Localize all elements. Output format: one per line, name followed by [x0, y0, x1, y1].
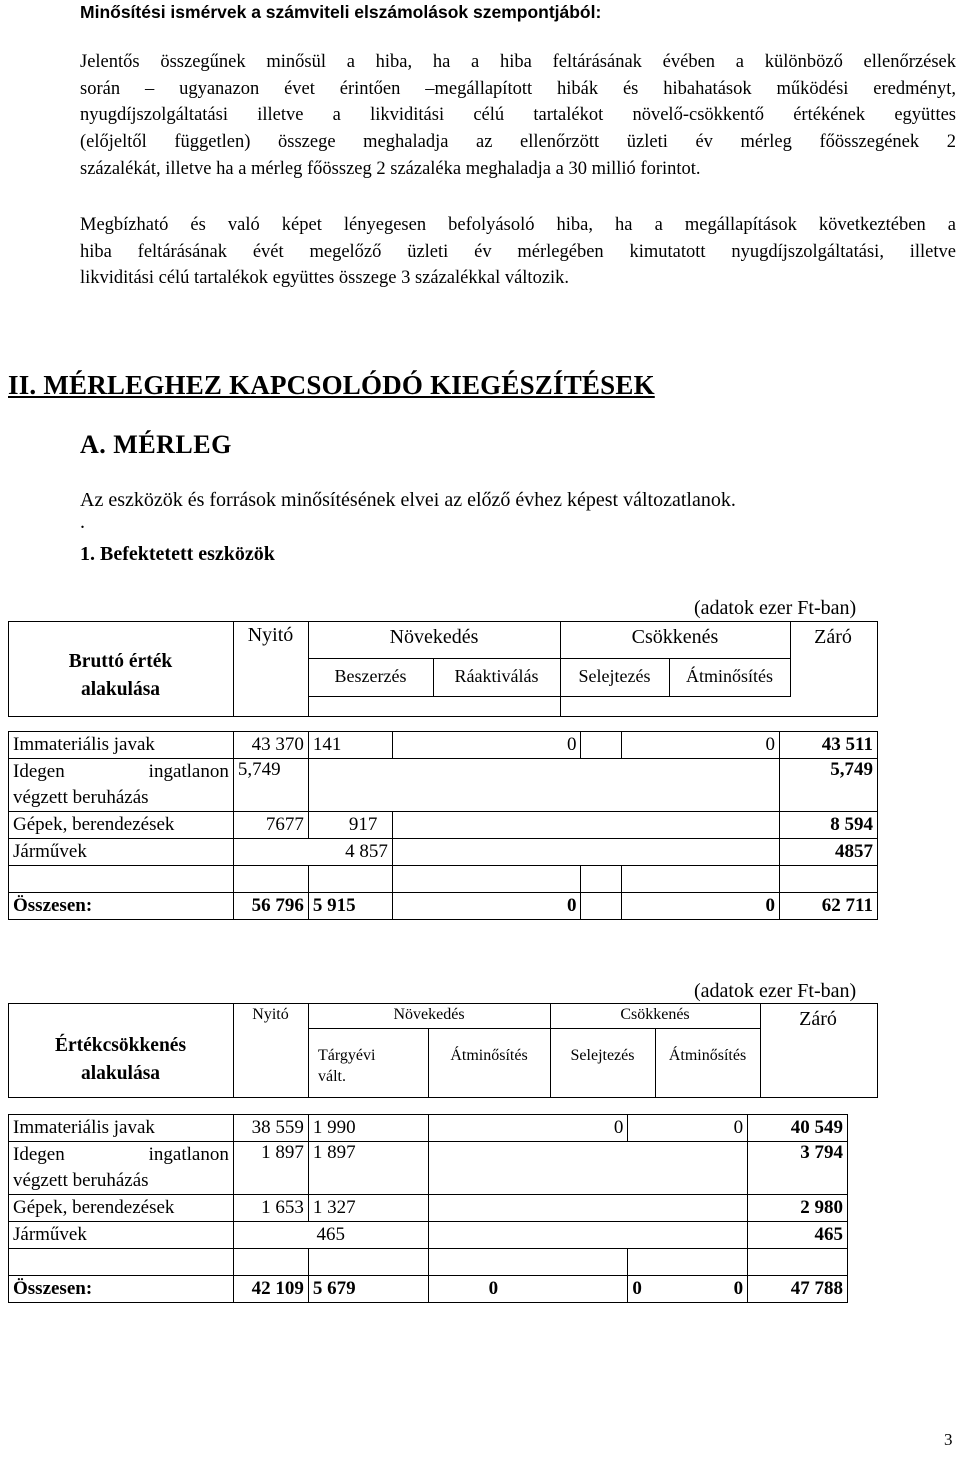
- total-row: [9, 1276, 848, 1303]
- col-reclassification: Átminősítés: [685, 666, 773, 686]
- cell-decrease: 0: [392, 732, 581, 759]
- col-opening: Nyitó: [252, 1006, 289, 1023]
- depreciation-table-header: [8, 1003, 878, 1098]
- section-title: II. MÉRLEGHEZ KAPCSOLÓDÓ KIEGÉSZÍTÉSEK: [8, 370, 655, 400]
- cell-decrease: 0: [428, 1115, 628, 1142]
- cell-increase: 141: [308, 732, 392, 759]
- col-closing: Záró: [814, 626, 852, 648]
- cell-closing: 5,749: [780, 759, 878, 812]
- criteria-heading: Minősítési ismérvek a számviteli elszámolások szempontjából:: [80, 2, 602, 22]
- cell-opening: 38 559: [233, 1115, 308, 1142]
- gross-value-table-header: [8, 621, 878, 717]
- table-row: [9, 1115, 848, 1142]
- cell-increase: 465: [233, 1222, 428, 1249]
- table-row: [9, 759, 878, 812]
- cell-increase: 1 990: [308, 1115, 428, 1142]
- total-label: Összesen:: [9, 893, 234, 920]
- depreciation-title: Értékcsökkenés alakulása: [54, 1035, 187, 1084]
- paragraph-line: során – ugyanazon évet érintően –megállapított hibák és hibahatások működési eredményt,: [80, 78, 956, 99]
- total-row: [9, 893, 878, 920]
- col-reclassification: Átminősítés: [668, 1047, 747, 1064]
- col-scrapping: Selejtezés: [570, 1047, 635, 1064]
- total-reclassification: 0: [428, 1276, 628, 1303]
- paragraph-line: likviditási célú tartalékok együttes összege 3 százalékkal változik.: [80, 268, 570, 289]
- total-opening: 56 796: [233, 893, 308, 920]
- total-closing: 47 788: [748, 1276, 848, 1303]
- row-label: Járművek: [9, 839, 234, 866]
- cell-opening: 7677: [233, 812, 308, 839]
- total-decrease: 0 0: [628, 1276, 748, 1303]
- cell-opening: 5,749: [233, 759, 308, 812]
- spacer-row: [9, 1249, 848, 1276]
- total-increase: 5 679: [308, 1276, 428, 1303]
- table-row: [9, 1195, 848, 1222]
- cell-decrease: 0: [622, 732, 780, 759]
- cell-closing: 465: [748, 1222, 848, 1249]
- intro-text: Az eszközök és források minősítésének elvei az előző évhez képest változatlanok.: [80, 489, 736, 511]
- row-label: Immateriális javak: [9, 732, 234, 759]
- total-increase: 5 915: [308, 893, 392, 920]
- dot-text: .: [80, 511, 85, 533]
- unit-note: (adatok ezer Ft-ban): [694, 597, 857, 619]
- cell-increase: 917: [308, 812, 392, 839]
- total-closing: 62 711: [780, 893, 878, 920]
- col-decrease: Csökkenés: [631, 626, 719, 648]
- fixed-assets-heading: 1. Befektetett eszközök: [80, 543, 275, 565]
- cell-increase: 1 897: [308, 1142, 428, 1195]
- paragraph-line: hiba feltárásának évét megelőző üzleti év mérlegében kimutatott nyugdíjszolgáltatási, illetve: [80, 241, 956, 262]
- depreciation-table: [8, 1114, 848, 1303]
- cell-closing: 3 794: [748, 1142, 848, 1195]
- cell-decrease: 0: [628, 1115, 748, 1142]
- cell-closing: 4857: [780, 839, 878, 866]
- total-decrease: 0: [622, 893, 780, 920]
- paragraph-line: Megbízható és való képet lényegesen befolyásoló hiba, ha a megállapítások következtében a: [80, 215, 956, 235]
- col-reclassification: Átminősítés: [450, 1047, 528, 1064]
- col-decrease: Csökkenés: [620, 1006, 690, 1023]
- row-label: Immateriális javak: [9, 1115, 234, 1142]
- table-row: [9, 1142, 848, 1195]
- cell-closing: 40 549: [748, 1115, 848, 1142]
- cell-closing: 8 594: [780, 812, 878, 839]
- col-current-year: Tárgyévi vált.: [318, 1047, 376, 1085]
- row-label: Idegen ingatlanon végzett beruházás: [9, 1142, 234, 1195]
- col-reactivation: Ráaktiválás: [454, 666, 539, 686]
- cell-closing: 43 511: [780, 732, 878, 759]
- cell-opening: 1 897: [233, 1142, 308, 1195]
- table-row: [9, 812, 878, 839]
- paragraph-line: százalékát, illetve ha a mérleg főösszeg 2 százaléka meghaladja a 30 millió forintot.: [80, 158, 701, 179]
- col-opening: Nyitó: [247, 624, 294, 646]
- paragraph-line: Jelentős összegűnek minősül a hiba, ha a hiba feltárásának évében a különböző ellenőrzések: [80, 52, 956, 72]
- row-label: Járművek: [9, 1222, 234, 1249]
- paragraph-line: (előjeltől független) összege meghaladja az ellenőrzött üzleti év mérleg főösszegének 2: [80, 132, 956, 153]
- col-increase: Növekedés: [389, 626, 479, 648]
- materiality-paragraph: [80, 49, 956, 183]
- row-label: Gépek, berendezések: [9, 1195, 234, 1222]
- cell-increase: 1 327: [308, 1195, 428, 1222]
- col-purchase: Beszerzés: [334, 666, 407, 686]
- cell-increase: 4 857: [233, 839, 392, 866]
- col-scrapping: Selejtezés: [578, 666, 651, 686]
- cell-opening: 43 370: [233, 732, 308, 759]
- unit-note: (adatok ezer Ft-ban): [694, 980, 857, 1002]
- row-label: Gépek, berendezések: [9, 812, 234, 839]
- gross-value-table: [8, 731, 878, 920]
- col-closing: Záró: [799, 1008, 837, 1030]
- col-increase: Növekedés: [393, 1006, 465, 1023]
- table-row: [9, 839, 878, 866]
- total-decrease: 0: [392, 893, 581, 920]
- paragraph-line: nyugdíjszolgáltatási illetve a likviditási célú tartalékot növelő-csökkentő értékének együttes: [80, 105, 956, 126]
- spacer-row: [9, 866, 878, 893]
- page-number: 3: [944, 1430, 953, 1449]
- total-label: Összesen:: [9, 1276, 234, 1303]
- cell-opening: 1 653: [233, 1195, 308, 1222]
- total-opening: 42 109: [233, 1276, 308, 1303]
- table-row: [9, 1222, 848, 1249]
- table-row: [9, 732, 878, 759]
- cell-closing: 2 980: [748, 1195, 848, 1222]
- reliability-paragraph: [80, 212, 956, 292]
- gross-value-title: Bruttó érték alakulása: [68, 651, 173, 700]
- subsection-title: A. MÉRLEG: [80, 430, 232, 459]
- row-label: Idegen ingatlanon végzett beruházás: [9, 759, 234, 812]
